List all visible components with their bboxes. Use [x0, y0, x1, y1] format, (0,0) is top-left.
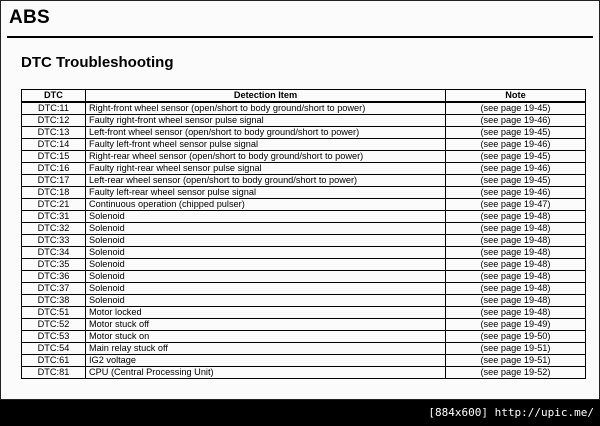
page-title: DTC Troubleshooting: [21, 54, 174, 71]
watermark-text: [884x600] http://upic.me/: [428, 406, 594, 419]
column-header-dtc: DTC: [22, 90, 86, 103]
note-cell: (see page 19-48): [446, 295, 586, 307]
detection-item-cell: Motor locked: [86, 307, 446, 319]
section-title: ABS: [9, 7, 51, 28]
dtc-code-cell: DTC:52: [22, 319, 86, 331]
detection-item-cell: IG2 voltage: [86, 355, 446, 367]
detection-item-cell: Continuous operation (chipped pulser): [86, 199, 446, 211]
table-body: [22, 102, 586, 379]
table-row: [22, 163, 586, 175]
table-row: [22, 355, 586, 367]
table-row: [22, 307, 586, 319]
table-row: [22, 235, 586, 247]
dtc-code-cell: DTC:33: [22, 235, 86, 247]
table-row: [22, 115, 586, 127]
detection-item-cell: Solenoid: [86, 211, 446, 223]
dtc-code-cell: DTC:54: [22, 343, 86, 355]
note-cell: (see page 19-45): [446, 175, 586, 187]
table-row: [22, 343, 586, 355]
note-cell: (see page 19-52): [446, 367, 586, 379]
dtc-table: [21, 89, 586, 379]
dtc-code-cell: DTC:17: [22, 175, 86, 187]
detection-item-cell: Motor stuck on: [86, 331, 446, 343]
dtc-code-cell: DTC:16: [22, 163, 86, 175]
table-row: [22, 151, 586, 163]
dtc-code-cell: DTC:21: [22, 199, 86, 211]
detection-item-cell: Solenoid: [86, 235, 446, 247]
note-cell: (see page 19-48): [446, 271, 586, 283]
note-cell: (see page 19-48): [446, 235, 586, 247]
detection-item-cell: Faulty right-rear wheel sensor pulse signal: [86, 163, 446, 175]
dtc-code-cell: DTC:31: [22, 211, 86, 223]
table-row: [22, 259, 586, 271]
note-cell: (see page 19-46): [446, 139, 586, 151]
detection-item-cell: Solenoid: [86, 271, 446, 283]
table-row: [22, 199, 586, 211]
table-row: [22, 271, 586, 283]
dtc-code-cell: DTC:32: [22, 223, 86, 235]
detection-item-cell: Faulty left-rear wheel sensor pulse signal: [86, 187, 446, 199]
table-row: [22, 211, 586, 223]
table-row: [22, 247, 586, 259]
note-cell: (see page 19-50): [446, 331, 586, 343]
table-row: [22, 295, 586, 307]
detection-item-cell: Left-rear wheel sensor (open/short to body ground/short to power): [86, 175, 446, 187]
detection-item-cell: Solenoid: [86, 295, 446, 307]
table-row: [22, 367, 586, 379]
dtc-code-cell: DTC:13: [22, 127, 86, 139]
dtc-code-cell: DTC:53: [22, 331, 86, 343]
note-cell: (see page 19-45): [446, 151, 586, 163]
detection-item-cell: Faulty right-front wheel sensor pulse signal: [86, 115, 446, 127]
detection-item-cell: Solenoid: [86, 223, 446, 235]
dtc-code-cell: DTC:34: [22, 247, 86, 259]
note-cell: (see page 19-48): [446, 223, 586, 235]
table-header-row: [22, 90, 586, 103]
dtc-code-cell: DTC:38: [22, 295, 86, 307]
dtc-code-cell: DTC:35: [22, 259, 86, 271]
detection-item-cell: Main relay stuck off: [86, 343, 446, 355]
dtc-code-cell: DTC:37: [22, 283, 86, 295]
note-cell: (see page 19-48): [446, 259, 586, 271]
note-cell: (see page 19-48): [446, 283, 586, 295]
note-cell: (see page 19-49): [446, 319, 586, 331]
detection-item-cell: Faulty left-front wheel sensor pulse signal: [86, 139, 446, 151]
dtc-code-cell: DTC:15: [22, 151, 86, 163]
table-row: [22, 175, 586, 187]
dtc-code-cell: DTC:18: [22, 187, 86, 199]
watermark-bar: [0, 400, 600, 426]
note-cell: (see page 19-47): [446, 199, 586, 211]
detection-item-cell: Motor stuck off: [86, 319, 446, 331]
note-cell: (see page 19-48): [446, 211, 586, 223]
dtc-code-cell: DTC:14: [22, 139, 86, 151]
dtc-code-cell: DTC:61: [22, 355, 86, 367]
detection-item-cell: Solenoid: [86, 247, 446, 259]
column-header-detection-item: Detection Item: [86, 90, 446, 103]
note-cell: (see page 19-46): [446, 115, 586, 127]
detection-item-cell: CPU (Central Processing Unit): [86, 367, 446, 379]
detection-item-cell: Left-front wheel sensor (open/short to body ground/short to power): [86, 127, 446, 139]
note-cell: (see page 19-46): [446, 163, 586, 175]
detection-item-cell: Solenoid: [86, 259, 446, 271]
table-row: [22, 223, 586, 235]
table-row: [22, 283, 586, 295]
table-row: [22, 139, 586, 151]
note-cell: (see page 19-46): [446, 187, 586, 199]
dtc-code-cell: DTC:11: [22, 102, 86, 115]
title-rule: [7, 36, 593, 38]
table-row: [22, 319, 586, 331]
note-cell: (see page 19-51): [446, 355, 586, 367]
table-row: [22, 331, 586, 343]
detection-item-cell: Right-rear wheel sensor (open/short to body ground/short to power): [86, 151, 446, 163]
table-row: [22, 102, 586, 115]
note-cell: (see page 19-45): [446, 127, 586, 139]
note-cell: (see page 19-45): [446, 102, 586, 115]
note-cell: (see page 19-51): [446, 343, 586, 355]
table-row: [22, 187, 586, 199]
detection-item-cell: Right-front wheel sensor (open/short to body ground/short to power): [86, 102, 446, 115]
column-header-note: Note: [446, 90, 586, 103]
dtc-code-cell: DTC:12: [22, 115, 86, 127]
note-cell: (see page 19-48): [446, 307, 586, 319]
table-row: [22, 127, 586, 139]
detection-item-cell: Solenoid: [86, 283, 446, 295]
note-cell: (see page 19-48): [446, 247, 586, 259]
dtc-code-cell: DTC:81: [22, 367, 86, 379]
dtc-code-cell: DTC:36: [22, 271, 86, 283]
dtc-code-cell: DTC:51: [22, 307, 86, 319]
